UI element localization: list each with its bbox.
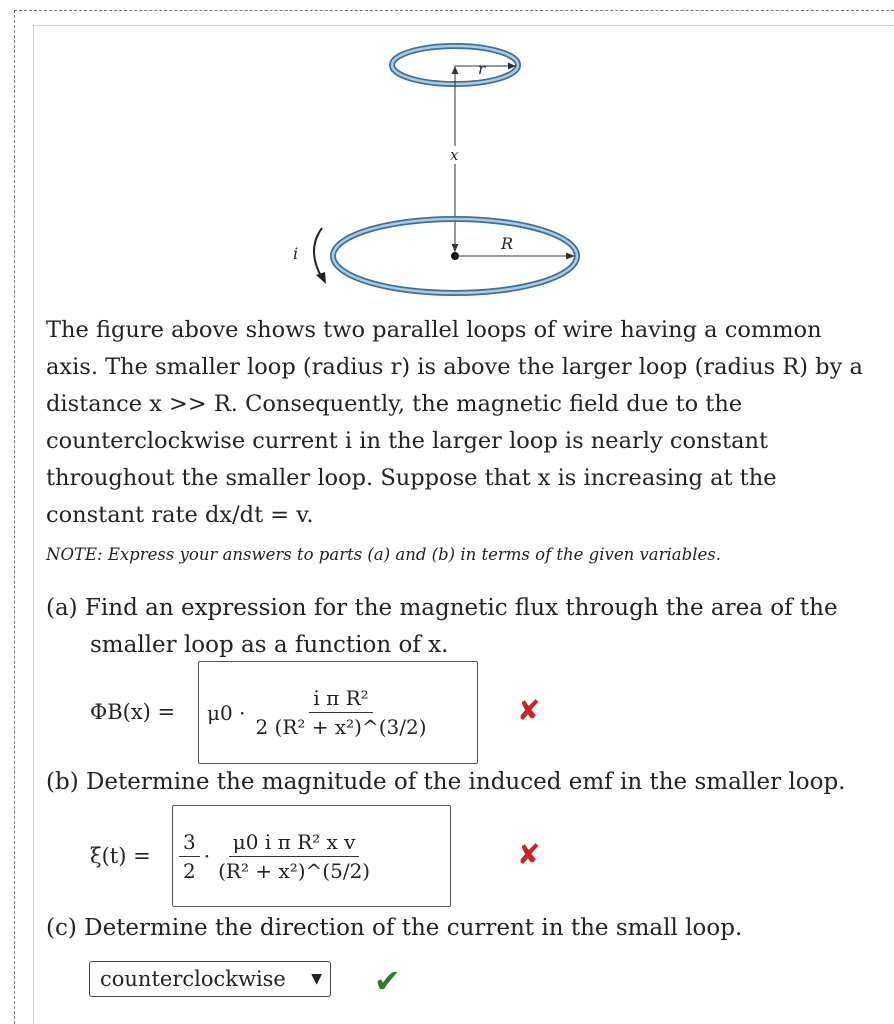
label-i: i bbox=[293, 244, 299, 263]
part-a-answer-fraction bbox=[251, 686, 430, 739]
part-a-answer-den: 2 (R² + x²)^(3/2) bbox=[255, 715, 427, 739]
part-a-wrong-icon: ✘ bbox=[517, 694, 541, 727]
part-a-lhs: ΦB(x) = bbox=[90, 700, 176, 724]
part-b-prompt: (b) Determine the magnitude of the induced emf in the smaller loop. bbox=[46, 769, 846, 795]
part-b-coef-den: 2 bbox=[183, 858, 196, 883]
part-c-correct-icon: ✔ bbox=[374, 962, 401, 1000]
note-text: NOTE: Express your answers to parts (a) and (b) in terms of the given variables. bbox=[46, 545, 721, 564]
part-b-answer-input[interactable]: $\frac{3}{2}$ · $\frac{\text{μ0 i π R² x v}}{\text{(R² + x²)\textasciicircum{}(5/2)}}$ bbox=[172, 805, 451, 907]
part-a-answer-input[interactable] bbox=[198, 661, 478, 764]
part-b-answer-fraction bbox=[214, 830, 374, 883]
part-b-answer-den: (R² + x²)^(5/2) bbox=[218, 858, 371, 883]
label-x: x bbox=[450, 146, 459, 164]
part-a-answer-num: i π R² bbox=[309, 686, 372, 713]
direction-select[interactable] bbox=[89, 961, 331, 997]
problem-intro: The figure above shows two parallel loops of wire having a common axis. The smaller loop (radius r) is above the larger loop (radius R) by a distance x >> R. Consequently, the magnetic field due to the counterclockwise current i in the larger loop is nearly constant throughout the smaller loop. Suppose that x is increasing at the constant rate dx/dt = v. bbox=[46, 317, 863, 528]
part-b-wrong-icon: ✘ bbox=[517, 838, 541, 871]
loops-figure bbox=[0, 0, 894, 310]
current-arrow-icon bbox=[314, 228, 322, 278]
part-b-coef-fraction bbox=[179, 830, 200, 883]
part-a-prompt-line1: (a) Find an expression for the magnetic flux through the area of the bbox=[46, 595, 838, 621]
label-r: r bbox=[478, 60, 486, 78]
chevron-down-icon: ▼ bbox=[311, 971, 322, 987]
part-b-answer-num: μ0 i π R² x v bbox=[229, 830, 360, 857]
part-b-lhs: ξ(t) = bbox=[90, 844, 151, 868]
part-a-prompt-line2: smaller loop as a function of x. bbox=[90, 632, 449, 658]
label-R: R bbox=[501, 234, 514, 253]
part-b-coef-num: 3 bbox=[179, 830, 200, 857]
part-c-prompt: (c) Determine the direction of the current in the small loop. bbox=[46, 915, 743, 941]
part-a-answer-prefix: μ0 · bbox=[207, 700, 246, 725]
direction-select-value: counterclockwise bbox=[100, 967, 286, 991]
